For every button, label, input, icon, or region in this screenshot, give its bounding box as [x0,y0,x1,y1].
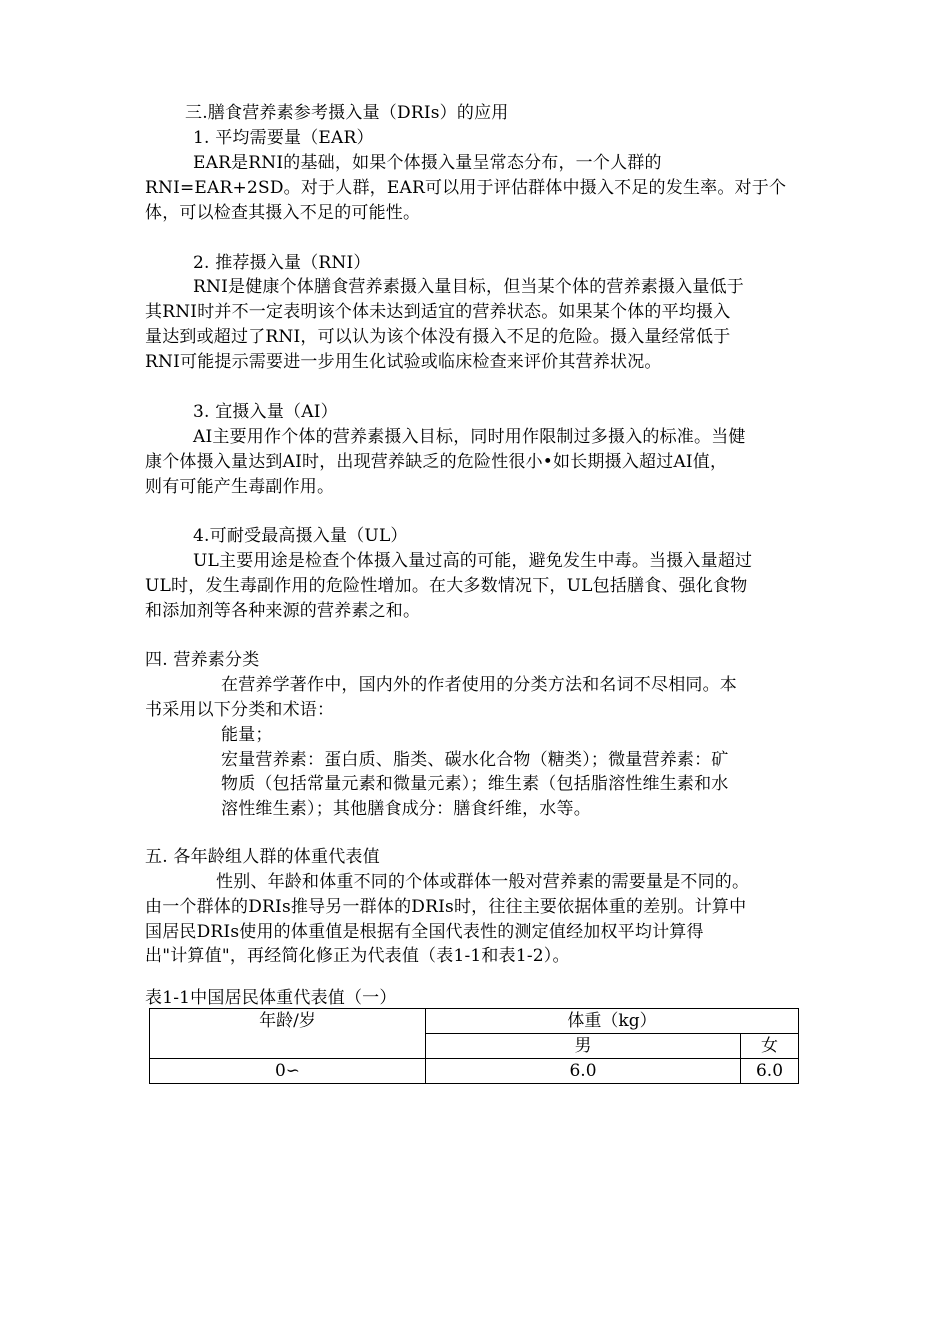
paragraph-line: 书采用以下分类和术语： [145,700,335,720]
subheading-rni: 2. 推荐摄入量（RNI） [193,253,371,273]
paragraph-line: 康个体摄入量达到AI时，出现营养缺乏的危险性很小•如长期摄入超过AI值， [145,452,728,472]
subheading-ul: 4.可耐受最高摄入量（UL） [193,526,408,546]
table-cell-age: 0∽ [150,1059,426,1084]
paragraph-line: 量达到或超过了RNI，可以认为该个体没有摄入不足的危险。摄入量经常低于 [145,327,731,347]
subheading-ai: 3. 宜摄入量（AI） [193,402,338,422]
subheading-ear: 1. 平均需要量（EAR） [193,128,374,148]
paragraph-line: RNI=EAR+2SD。对于人群，EAR可以用于评估群体中摄入不足的发生率。对于个 [145,178,787,198]
list-item: 能量； [221,725,273,745]
table-header-male: 男 [426,1034,741,1059]
section-heading-body-weight: 五. 各年龄组人群的体重代表值 [145,847,380,867]
list-item: 溶性维生素）；其他膳食成分：膳食纤维，水等。 [221,799,591,819]
list-item: 物质（包括常量元素和微量元素）；维生素（包括脂溶性维生素和水 [221,774,729,794]
paragraph-line: 出"计算值"，再经简化修正为代表值（表1-1和表1-2）。 [145,946,570,966]
paragraph-line: 则有可能产生毒副作用。 [145,477,335,497]
table-caption: 表1-1中国居民体重代表值（一） [145,988,397,1008]
paragraph-line: RNI可能提示需要进一步用生化试验或临床检查来评价其营养状况。 [145,352,662,372]
paragraph-line: 其RNI时并不一定表明该个体未达到适宜的营养状态。如果某个体的平均摄入 [145,302,731,322]
table-header-age: 年龄/岁 [150,1009,426,1059]
paragraph-line: 在营养学著作中，国内外的作者使用的分类方法和名词不尽相同。本 [221,675,737,695]
table-cell-female: 6.0 [741,1059,799,1084]
paragraph-line: 国居民DRIs使用的体重值是根据有全国代表性的测定值经加权平均计算得 [145,922,704,942]
paragraph-line: AI主要用作个体的营养素摄入目标，同时用作限制过多摄入的标准。当健 [193,427,746,447]
paragraph-line: UL主要用途是检查个体摄入量过高的可能，避免发生中毒。当摄入量超过 [193,551,753,571]
paragraph-line: RNI是健康个体膳食营养素摄入量目标，但当某个体的营养素摄入量低于 [193,277,744,297]
body-weight-table [149,1008,799,1084]
paragraph-line: 和添加剂等各种来源的营养素之和。 [145,601,421,621]
table-header-female: 女 [741,1034,799,1059]
paragraph-line: 体，可以检查其摄入不足的可能性。 [145,203,421,223]
section-heading-nutrient-classification: 四. 营养素分类 [145,650,260,670]
paragraph-line: 性别、年龄和体重不同的个体或群体一般对营养素的需要量是不同的。 [216,872,750,892]
table-header-weight: 体重（kg） [426,1009,799,1034]
paragraph-line: 由一个群体的DRIs推导另一群体的DRIs时，往往主要依据体重的差别。计算中 [145,897,747,917]
table-row [150,1059,799,1084]
list-item: 宏量营养素：蛋白质、脂类、碳水化合物（糖类）；微量营养素：矿 [221,750,729,770]
paragraph-line: UL时，发生毒副作用的危险性增加。在大多数情况下，UL包括膳食、强化食物 [145,576,748,596]
section-heading-dris-application: 三.膳食营养素参考摄入量（DRIs）的应用 [185,103,509,123]
paragraph-line: EAR是RNI的基础，如果个体摄入量呈常态分布，一个人群的 [193,153,662,173]
table-cell-male: 6.0 [426,1059,741,1084]
